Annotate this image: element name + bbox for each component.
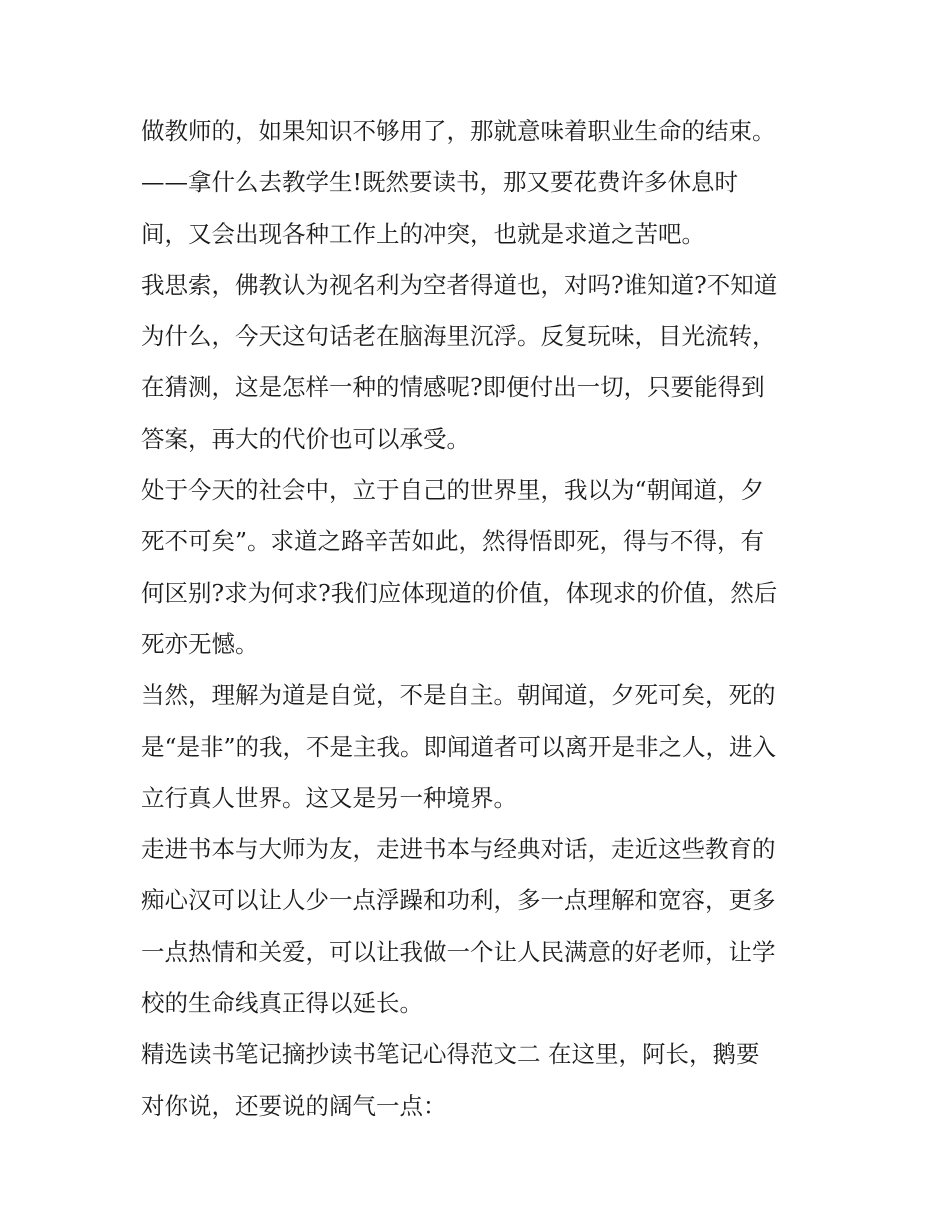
text-line-11: 死亦无憾。 [141, 629, 259, 658]
text-line-14: 立行真人世界。这又是另一种境界。 [141, 783, 517, 812]
text-line-12: 当然，理解为道是自觉，不是自主。朝闻道，夕死可矣，死的 [141, 681, 776, 710]
text-line-5: 为什么，今天这句话老在脑海里沉浮。反复玩味，目光流转， [141, 322, 776, 351]
text-line-3: 间，又会出现各种工作上的冲突，也就是求道之苦吧。 [141, 219, 705, 248]
text-line-2: ——拿什么去教学生!既然要读书，那又要花费许多休息时 [141, 168, 738, 197]
text-line-20: 对你说，还要说的阔气一点： [141, 1091, 447, 1120]
text-line-13: 是“是非”的我，不是主我。即闻道者可以离开是非之人，进入 [141, 732, 777, 761]
text-line-15: 走进书本与大师为友，走进书本与经典对话，走近这些教育的 [141, 835, 776, 864]
text-line-4: 我思索，佛教认为视名利为空者得道也，对吗?谁知道?不知道 [141, 270, 778, 299]
text-line-19: 精选读书笔记摘抄读书笔记心得范文二 在这里，阿长，鹅要 [141, 1040, 760, 1069]
text-line-16: 痴心汉可以让人少一点浮躁和功利，多一点理解和宽容，更多 [141, 886, 776, 915]
text-line-6: 在猜测，这是怎样一种的情感呢?即便付出一切，只要能得到 [141, 373, 765, 402]
text-line-9: 死不可矣”。求道之路辛苦如此，然得悟即死，得与不得，有 [141, 527, 765, 556]
text-line-8: 处于今天的社会中，立于自己的世界里，我以为“朝闻道，夕 [141, 476, 765, 505]
text-line-18: 校的生命线真正得以延长。 [141, 989, 423, 1018]
text-line-10: 何区别?求为何求?我们应体现道的价值，体现求的价值，然后 [141, 578, 778, 607]
body-text [141, 106, 841, 1132]
text-line-7: 答案，再大的代价也可以承受。 [141, 424, 470, 453]
text-line-17: 一点热情和关爱，可以让我做一个让人民满意的好老师，让学 [141, 937, 776, 966]
text-line-1: 做教师的，如果知识不够用了，那就意味着职业生命的结束。 [141, 117, 776, 145]
